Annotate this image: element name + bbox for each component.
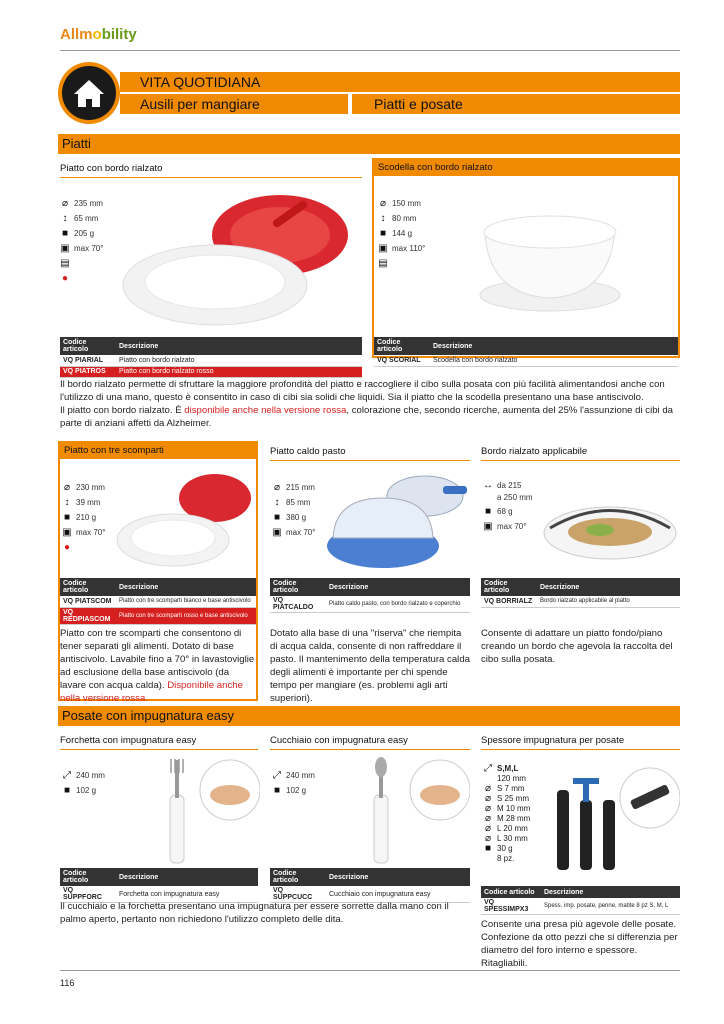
weight-icon: ■	[61, 228, 69, 239]
height-icon: ↕	[64, 497, 70, 508]
table-row: VQ SUPPCUCC Cucchiaio con impugnatura easy	[270, 886, 470, 903]
table-row: VQ SPESSIMPX3 Spess. imp. posate, penne, matite 8 pz S, M, L	[481, 898, 680, 915]
microwave-icon: ▤	[378, 258, 388, 269]
fork-image	[150, 755, 260, 865]
description: Piatto con tre scomparti che consentono di tener separati gli alimenti. Dotato di base antiscivolo. Lavabile fino a 70° in lavastoviglie ad esclusione della base antiscivolo (da lavare con acqua calda). Disponibile anche nella versione rossa.	[60, 628, 255, 704]
height-icon: ↕	[62, 213, 68, 224]
divider	[481, 749, 680, 750]
table-row: VQ REDPIASCOM Piatto con tre scomparti rosso e base antiscivolo	[60, 607, 256, 624]
description: Dotato alla base di una "riserva" che riempita di acqua calda, consente di non raffreddare il pasto. Il mantenimento della temperatura calda degli alimenti è importante per chi spende tempo per mangiare (es. problemi agli arti superiori).	[270, 628, 470, 704]
height-icon: ↕	[274, 497, 280, 508]
weight-icon: ■	[484, 506, 492, 517]
weight-icon: ■	[273, 512, 281, 523]
red-dot-icon: ●	[63, 542, 71, 553]
red-dot-icon: ●	[61, 273, 69, 284]
diameter-icon: ⌀	[484, 833, 492, 844]
diameter-icon: ⌀	[484, 803, 492, 814]
weight-icon: ■	[484, 843, 492, 854]
section-title: Piatti	[58, 134, 680, 154]
header-subtitle-bar	[120, 94, 348, 114]
product-title: Spessore impugnatura per posate	[481, 735, 625, 746]
table-row: VQ PIATCALDO Piatto caldo pasto, con bordo rialzato e coperchio	[270, 596, 470, 613]
product-table: Codice articolo Descrizione VQ BORRIALZ Bordo rialzato applicabile al piatto	[481, 578, 680, 608]
divider	[60, 970, 680, 971]
diameter-icon: ⌀	[273, 482, 281, 493]
dishwasher-icon: ▣	[378, 243, 388, 254]
plate-image	[115, 470, 255, 570]
product-table: Codice articolo Descrizione VQ SUPPCUCC Cucchiaio con impugnatura easy	[270, 868, 470, 903]
divider	[270, 749, 470, 750]
diameter-icon: ⌀	[484, 813, 492, 824]
divider	[60, 749, 258, 750]
diameter-icon: ⌀	[379, 198, 387, 209]
table-row: VQ PIATROS Piatto con bordo rialzato rosso	[60, 366, 362, 377]
header-title-bar	[120, 72, 680, 92]
divider	[270, 460, 470, 461]
weight-icon: ■	[63, 512, 71, 523]
home-icon	[58, 62, 120, 124]
product-title: Bordo rialzato applicabile	[481, 446, 588, 457]
table-row: VQ SUPPFORC Forchetta con impugnatura easy	[60, 886, 258, 903]
description: Il bordo rialzato permette di sfruttare la maggiore profondità del piatto e raccogliere il cibo sulla posata con più facilità alimentandosi anche con l'utilizzo di una mano, questo è consentito in caso di cibi sia solidi che liquidi. Sia il piatto che la scodella presentano una base antiscivolo. Il piatto con bordo rialzato. È disponibile anche nella versione rossa, colorazione che, secondo ricerche, aumenta del 25% l'assunzione di cibi da parte di anziani affetti da Alzheimer.	[60, 379, 674, 429]
product-title: Piatto con tre scomparti	[64, 445, 164, 456]
weight-icon: ■	[379, 228, 387, 239]
length-icon: ⤢	[63, 770, 71, 781]
product-title: Cucchiaio con impugnatura easy	[270, 735, 408, 746]
description: Consente di adattare un piatto fondo/piano creando un bordo che agevola la raccolta del cibo sulla posata.	[481, 628, 673, 665]
diameter-icon: ⌀	[484, 823, 492, 834]
section-title: Posate con impugnatura easy	[58, 706, 680, 726]
spoon-image	[360, 755, 470, 865]
spec-list: ⤢ S,M,L 120 mm ⌀ S 7 mm ⌀ S 25 mm ⌀ M 10 mm ⌀ M 28 mm ⌀ L 20 mm ⌀ L 30 mm ■ 30 g 8 pz.	[484, 763, 531, 863]
divider	[60, 177, 362, 178]
page-title: VITA QUOTIDIANA	[140, 74, 261, 90]
spec-list: ⌀ 235 mm ↕ 65 mm ■ 205 g ▣ max 70° ▤ ●	[60, 198, 104, 284]
product-title: Piatto caldo pasto	[270, 446, 346, 457]
microwave-icon: ▤	[60, 258, 70, 269]
bowl-image	[470, 200, 630, 320]
diameter-icon: ⌀	[61, 198, 69, 209]
dishwasher-icon: ▣	[60, 243, 70, 254]
product-title-bar	[374, 160, 678, 176]
plate-image	[110, 190, 360, 330]
height-icon: ↕	[380, 213, 386, 224]
dishwasher-icon: ▣	[483, 521, 493, 532]
spec-list: ⌀ 215 mm ↕ 85 mm ■ 380 g ▣ max 70°	[272, 482, 316, 538]
product-table: Codice articolo Descrizione VQ SCORIAL Scodella con bordo rialzato	[374, 337, 678, 367]
diameter-icon: ⌀	[484, 793, 492, 804]
weight-icon: ■	[273, 785, 281, 796]
diameter-icon: ⌀	[63, 482, 71, 493]
table-row: VQ SCORIAL Scodella con bordo rialzato	[374, 355, 678, 366]
spec-list: ↔ da 215 a 250 mm ■ 68 g ▣ max 70°	[483, 480, 533, 532]
dishwasher-icon: ▣	[272, 527, 282, 538]
product-table: Codice articolo Descrizione VQ SUPPFORC Forchetta con impugnatura easy	[60, 868, 258, 903]
table-row: VQ BORRIALZ Bordo rialzato applicabile al piatto	[481, 596, 680, 607]
product-title: Forchetta con impugnatura easy	[60, 735, 197, 746]
logo: Allmobility	[60, 26, 137, 43]
weight-icon: ■	[63, 785, 71, 796]
width-icon: ↔	[483, 480, 493, 491]
description: Il cucchiaio e la forchetta presentano una impugnatura per essere sorrette dalla mano con il palmo aperto, pertanto non richiedono l'utilizzo completo delle dita.	[60, 901, 449, 925]
plate-image	[325, 468, 470, 573]
page-subtitle: Ausili per mangiare	[140, 96, 260, 112]
spec-list: ⌀ 150 mm ↕ 80 mm ■ 144 g ▣ max 110° ▤	[378, 198, 426, 269]
product-table: Codice articolo Descrizione VQ SPESSIMPX3 Spess. imp. posate, penne, matite 8 pz S, M, L	[481, 886, 680, 915]
spec-list: ⌀ 230 mm ↕ 39 mm ■ 210 g ▣ max 70° ●	[62, 482, 106, 553]
divider	[481, 460, 680, 461]
product-title: Piatto con bordo rialzato	[60, 163, 163, 174]
length-icon: ⤢	[273, 770, 281, 781]
product-title-bar	[60, 443, 256, 459]
product-table: Codice articolo Descrizione VQ PIARIAL Piatto con bordo rialzato VQ PIATROS Piatto con bordo rialzato rosso	[60, 337, 362, 378]
grip-image	[545, 760, 680, 880]
dishwasher-icon: ▣	[62, 527, 72, 538]
header-right-bar	[352, 94, 680, 114]
table-row: VQ PIATSCOM Piatto con tre scomparti bianco e base antiscivolo	[60, 596, 256, 607]
table-row: VQ PIARIAL Piatto con bordo rialzato	[60, 355, 362, 366]
page-number: 116	[60, 978, 75, 988]
spec-list: ⤢ 240 mm ■ 102 g	[273, 770, 315, 796]
length-icon: ⤢	[484, 763, 492, 774]
divider	[60, 50, 680, 51]
product-title: Scodella con bordo rialzato	[378, 162, 493, 173]
description: Consente una presa più agevole delle posate. Confezione da otto pezzi che si differenzia per diametro del foro interno e spessore. Ritagliabili.	[481, 919, 678, 969]
page-category: Piatti e posate	[374, 96, 463, 112]
plate-image	[540, 488, 680, 568]
diameter-icon: ⌀	[484, 783, 492, 794]
product-table: Codice articolo Descrizione VQ PIATCALDO Piatto caldo pasto, con bordo rialzato e coperchio	[270, 578, 470, 613]
product-table: Codice articolo Descrizione VQ PIATSCOM Piatto con tre scomparti bianco e base antiscivolo VQ REDPIASCOM Piatto con tre scomparti rosso e base antiscivolo	[60, 578, 256, 625]
spec-list: ⤢ 240 mm ■ 102 g	[63, 770, 105, 796]
